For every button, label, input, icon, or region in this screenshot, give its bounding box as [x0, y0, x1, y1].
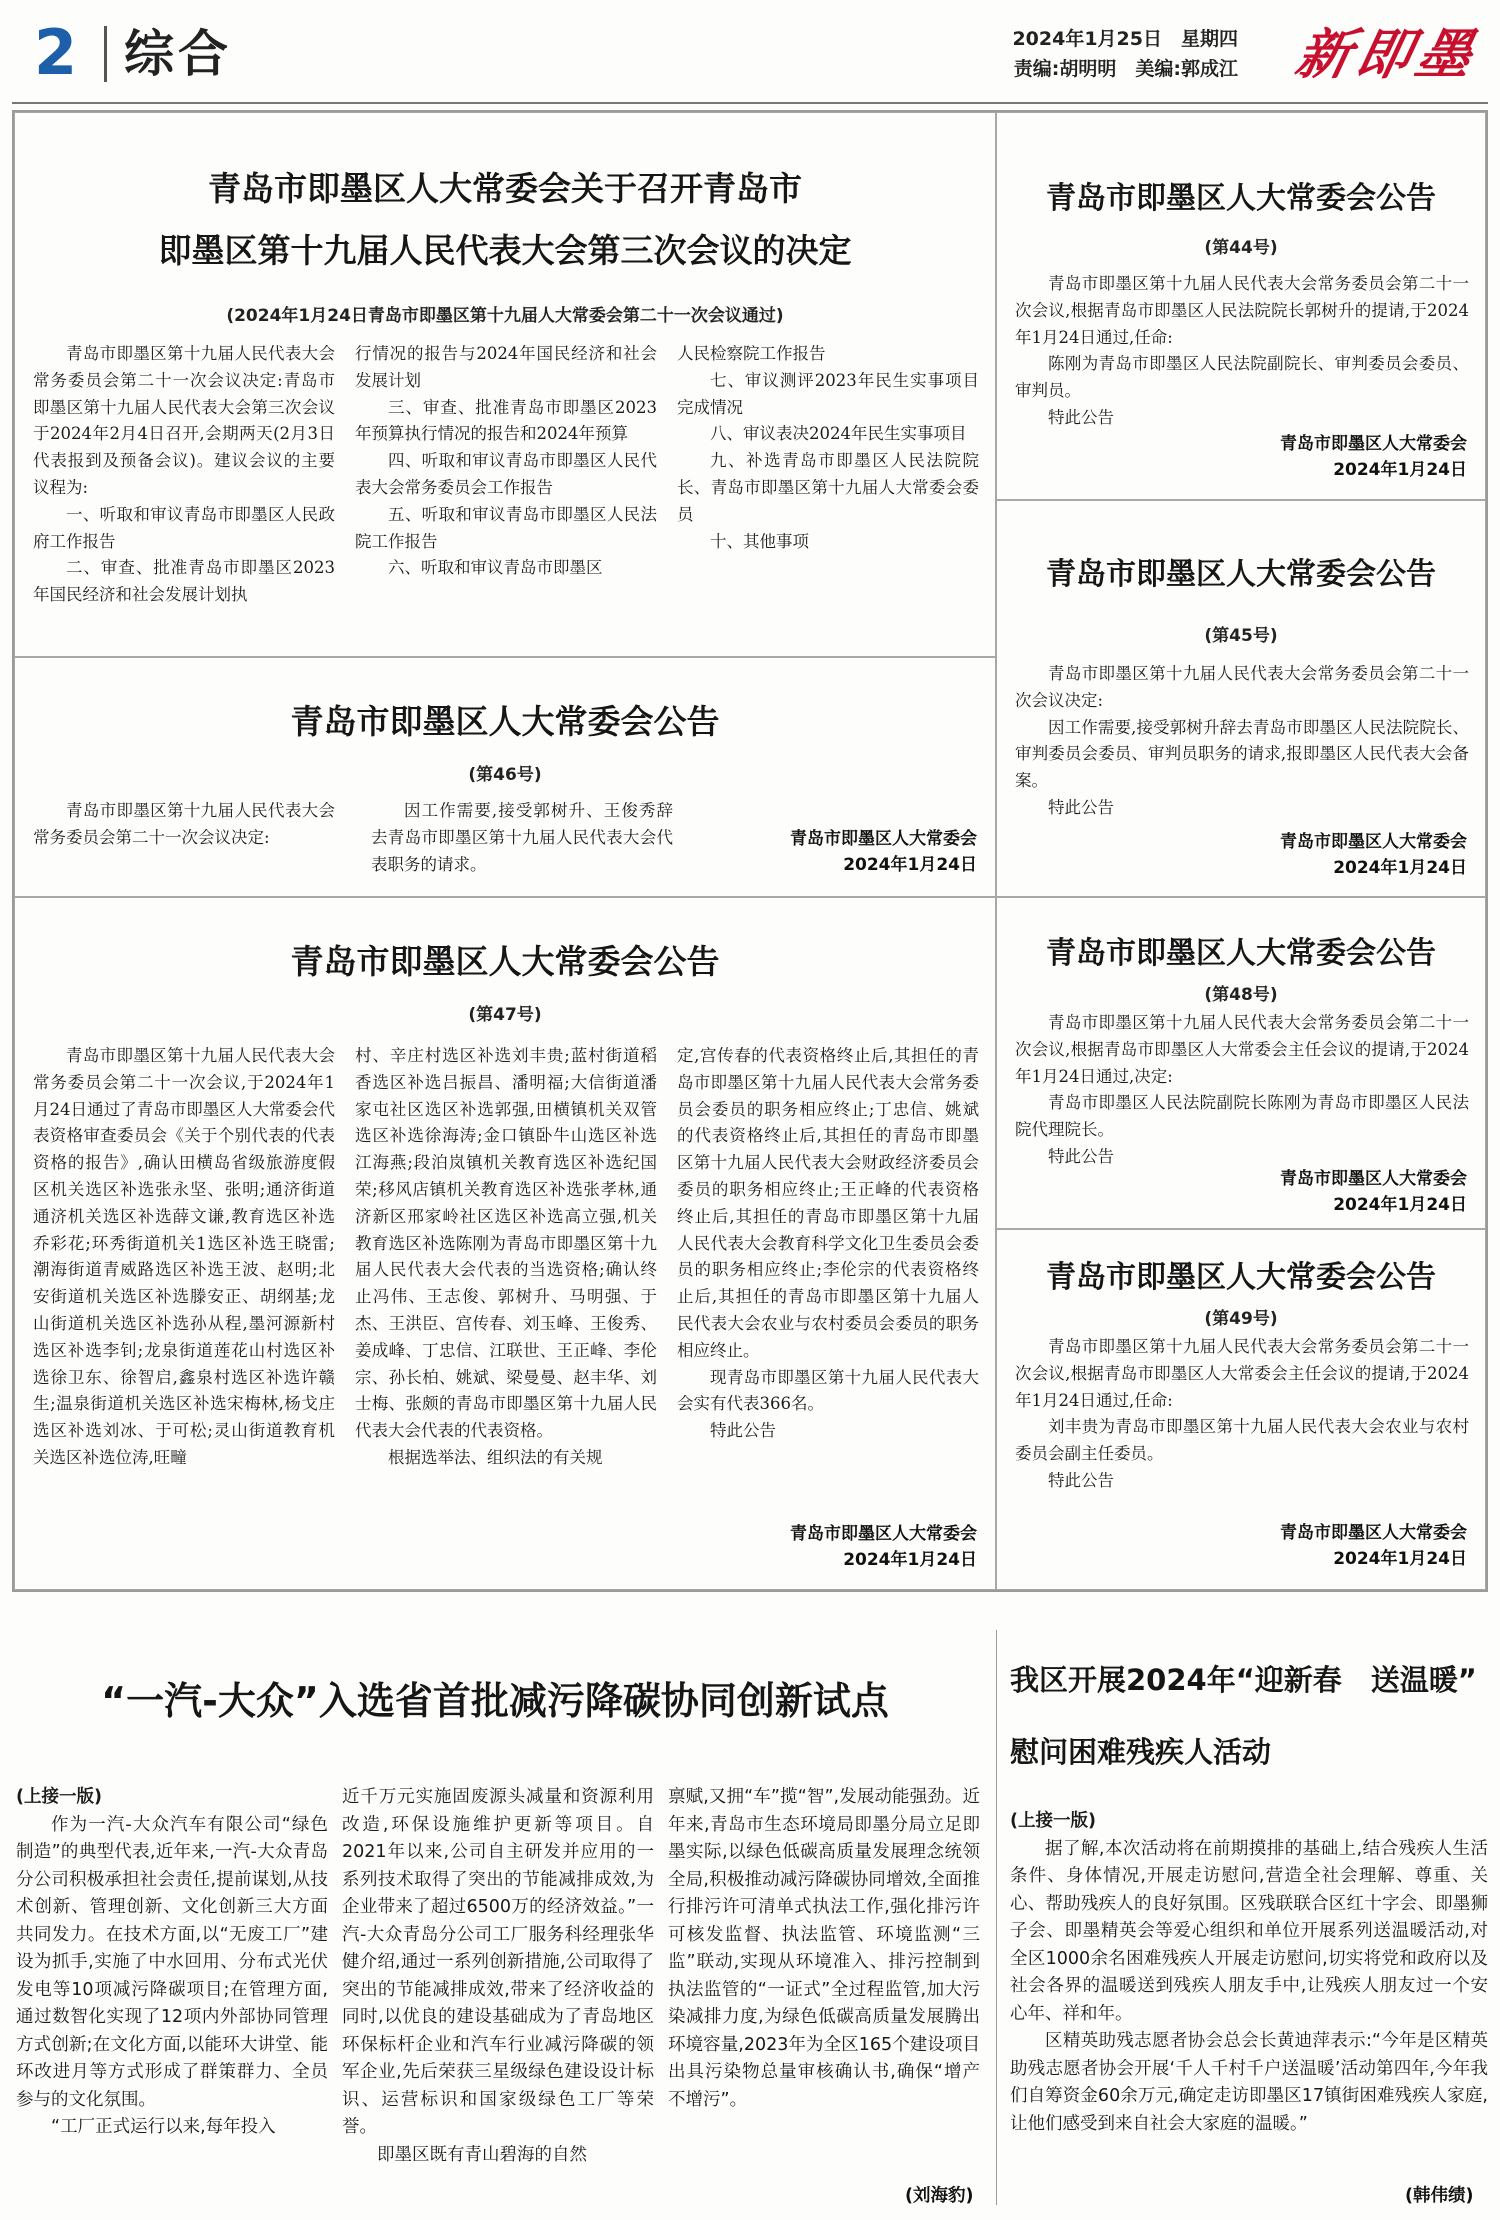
notice-46-title: 青岛市即墨区人大常委会公告	[290, 702, 720, 741]
article-2-lead: (上接一版)	[1010, 1811, 1096, 1831]
article-2-body	[1010, 1808, 1488, 2198]
notice-44-title: 青岛市即墨区人大常委会公告	[1046, 181, 1436, 216]
decision-paragraph: 十、其他事项	[710, 531, 809, 551]
editors-line: 责编:胡明明 美编:郭成江	[1013, 58, 1238, 80]
notice-47-sign-org: 青岛市即墨区人大常委会	[790, 1524, 977, 1544]
decision-title-line1: 青岛市即墨区人大常委会关于召开青岛市	[208, 169, 802, 208]
notice-49-paragraph: 特此公告	[1048, 1470, 1114, 1490]
decision-paragraph: 二、审查、批准青岛市即墨区2023年国民经济和社会发展计划执	[33, 558, 335, 605]
notice-44-sign-date: 2024年1月24日	[1333, 460, 1467, 480]
notice-46-number: (第46号)	[468, 765, 542, 785]
article-separator	[996, 1630, 997, 2205]
notice-46-box	[14, 657, 996, 897]
date-line: 2024年1月25日 星期四	[1012, 28, 1238, 50]
notice-44-number: (第44号)	[1204, 238, 1278, 258]
decision-paragraph: 四、听取和审议青岛市即墨区人民代表大会常务委员会工作报告	[355, 451, 657, 497]
decision-columns	[33, 341, 979, 651]
notice-45-number: (第45号)	[1204, 626, 1278, 646]
notice-47-number: (第47号)	[468, 1005, 542, 1025]
notice-48-sign-date: 2024年1月24日	[1333, 1195, 1467, 1215]
notice-44-paragraph: 青岛市即墨区第十九届人民代表大会常务委员会第二十一次会议,根据青岛市即墨区人民法院院长郭树升的提请,于2024年1月24日通过,任命:	[1015, 274, 1469, 347]
notice-49-title: 青岛市即墨区人大常委会公告	[1046, 1260, 1436, 1295]
article-1-paragraph: 即墨区既有青山碧海的自然	[377, 2144, 587, 2165]
notice-45-paragraph: 特此公告	[1048, 797, 1114, 817]
notice-47-paragraph: 定,宫传春的代表资格终止后,其担任的青岛市即墨区第十九届人民代表大会常务委员会委员的职务相应终止;丁忠信、姚斌的代表资格终止后,其担任的青岛市即墨区第十九届人民代表大会财政经济委员会委员的职务相应终止;王正峰的代表资格终止后,其担任的青岛市即墨区第十九届人民代表大会教育科学文化卫生委员会委员的职务相应终止;李伦宗的代表资格终止后,其担任的青岛市即墨区第十九届人民代表大会农业与农村委员会委员的职务相应终止。	[677, 1046, 979, 1360]
article-2-byline: (韩伟绩)	[1405, 2186, 1474, 2206]
notice-47-signature	[790, 1521, 977, 1573]
article-1-paragraph: “工厂正式运行以来,每年投入	[51, 2117, 276, 2137]
notice-46-sign-date: 2024年1月24日	[843, 855, 977, 875]
notice-48-paragraph: 青岛市即墨区第十九届人民代表大会常务委员会第二十一次会议,根据青岛市即墨区人大常委会主任会议的提请,于2024年1月24日通过,决定:	[1015, 1013, 1469, 1086]
notice-45-signature	[1280, 829, 1467, 881]
notice-49-sign-date: 2024年1月24日	[1333, 1549, 1467, 1569]
notice-44-paragraph: 特此公告	[1048, 407, 1114, 427]
decision-subtitle: (2024年1月24日青岛市即墨区第十九届人大常委会第二十一次会议通过)	[226, 306, 784, 326]
decision-paragraph: 九、补选青岛市即墨区人民法院院长、青岛市即墨区第十九届人大常委会委员	[677, 451, 979, 524]
notice-48-box	[996, 897, 1486, 1229]
notice-47-paragraph: 青岛市即墨区第十九届人民代表大会常务委员会第二十一次会议,于2024年1月24日通过了青岛市即墨区人大常委会代表资格审查委员会《关于个别代表的代表资格的报告》,确认田横岛省级旅游度假区机关选区补选张永坚、张明;通济街道通济机关选区补选薛文谦,教育选区补选乔彩花;环秀街道机关1选区补选王晓雷;潮海街道青威路选区补选王波、赵明;北安街道机关选区补选滕安正、胡纲基;龙山街道机关选区补选孙从程,墨河源新村选区补选李钊;龙泉街道莲花山村选区补选徐卫东、徐智启,鑫泉村选区补选许赣生;温泉街道机关选区补选宋梅林,杨戈庄选区补选刘冰、于可松;灵山街道教育机关选区补选位涛,旺疃	[33, 1046, 335, 1467]
notice-48-number: (第48号)	[1204, 985, 1278, 1005]
decision-paragraph: 六、听取和审议青岛市即墨区	[388, 558, 603, 578]
notice-48-sign-org: 青岛市即墨区人大常委会	[1280, 1169, 1467, 1189]
section-title: 综合	[124, 25, 232, 83]
notice-44-sign-org: 青岛市即墨区人大常委会	[1280, 434, 1467, 454]
masthead	[12, 8, 1488, 98]
decision-box	[14, 112, 996, 657]
article-1-byline: (刘海豹)	[905, 2186, 974, 2206]
notice-44-box	[996, 112, 1486, 500]
decision-paragraph: 三、审查、批准青岛市即墨区2023年预算执行情况的报告和2024年预算	[355, 397, 657, 444]
article-1-paragraph: 近千万元实施固废源头减量和资源利用改造,环保设施维护更新等项目。自2021年以来,公司自主研发并应用的一系列技术取得了突出的节能减排成效,为企业带来了超过6500万的经济效益。”一汽-大众青岛分公司工厂服务科经理张华健介绍,通过一系列创新措施,公司取得了突出的节能减排成效,带来了经济收益的同时,以优良的建设基础成为了青岛地区环保标杆企业和汽车行业减污降碳的领军企业,先后荣获三星级绿色建设设计标识、运营标识和国家级绿色工厂等荣誉。	[342, 1787, 654, 2137]
newspaper-logo: 新即墨	[1290, 22, 1485, 86]
notice-45-paragraph: 青岛市即墨区第十九届人民代表大会常务委员会第二十一次会议决定:	[1015, 664, 1469, 710]
notice-49-paragraph: 刘丰贵为青岛市即墨区第十九届人民代表大会农业与农村委员会副主任委员。	[1015, 1417, 1469, 1464]
article-2-paragraph: 据了解,本次活动将在前期摸排的基础上,结合残疾人生活条件、身体情况,开展走访慰问,营造全社会理解、尊重、关心、帮助残疾人的良好氛围。区残联联合区红十字会、即墨狮子会、即墨精英会等爱心组织和单位开展系列送温暖活动,对全区1000余名困难残疾人开展走访慰问,切实将党和政府以及社会各界的温暖送到残疾人朋友手中,让残疾人朋友过一个安心年、祥和年。	[1010, 1838, 1488, 2024]
article-1-paragraph: 禀赋,又拥“车”揽“智”,发展动能强劲。近年来,青岛市生态环境局即墨分局立足即墨实际,以绿色低碳高质量发展理念统领全局,积极推动减污降碳协同增效,全面推行排污许可清单式执法工作,强化排污许可核发监督、执法监管、环境监测“三监”联动,实现从环境准入、排污控制到执法监管的“一证式”全过程监管,加大污染减排力度,为绿色低碳高质量发展腾出环境容量,2023年为全区165个建设项目出具污染物总量审核确认书,确保“增产不增污”。	[668, 1787, 980, 2110]
article-2-paragraph: 区精英助残志愿者协会总会长黄迪萍表示:“今年是区精英助残志愿者协会开展‘千人千村千户送温暖’活动第四年,今年我们自筹资金60余万元,确定走访即墨区17镇街困难残疾人家庭,让他们感受到来自社会大家庭的温暖。”	[1010, 2031, 1488, 2134]
page-number: 2	[34, 16, 78, 89]
notice-45-title: 青岛市即墨区人大常委会公告	[1046, 557, 1436, 592]
notice-47-columns	[33, 1043, 979, 1583]
decision-paragraph: 青岛市即墨区第十九届人民代表大会常务委员会第二十一次会议决定:青岛市即墨区第十九届人民代表大会第三次会议于2024年2月4日召开,会期两天(2月3日代表报到及预备会议)。建议会议的主要议程为:	[33, 344, 335, 497]
decision-paragraph: 一、听取和审议青岛市即墨区人民政府工作报告	[33, 504, 335, 551]
notice-48-paragraph: 特此公告	[1048, 1146, 1114, 1166]
notice-46-paragraph: 因工作需要,接受郭树升、王俊秀辞去青岛市即墨区第十九届人民代表大会代表职务的请求。	[371, 801, 673, 874]
notice-47-col-2	[355, 1043, 657, 1583]
notice-49-sign-org: 青岛市即墨区人大常委会	[1280, 1523, 1467, 1543]
notice-48-body	[1015, 1010, 1469, 1170]
notice-44-paragraph: 陈刚为青岛市即墨区人民法院副院长、审判委员会委员、审判员。	[1015, 354, 1469, 401]
decision-paragraph: 人民检察院工作报告	[677, 344, 826, 363]
notice-46-columns	[33, 798, 673, 888]
notice-47-paragraph: 根据选举法、组织法的有关规	[388, 1447, 603, 1467]
notice-48-title: 青岛市即墨区人大常委会公告	[1046, 936, 1436, 971]
decision-title-line2: 即墨区第十九届人民代表大会第三次会议的决定	[158, 231, 852, 270]
notice-49-number: (第49号)	[1204, 1309, 1278, 1329]
article-1-lead: (上接一版)	[16, 1787, 102, 1807]
notice-44-body	[1015, 271, 1469, 431]
decision-col-3	[677, 341, 979, 651]
article-2-headline-line1: 我区开展2024年“迎新春 送温暖”	[1010, 1663, 1477, 1697]
decision-paragraph: 行情况的报告与2024年国民经济和社会发展计划	[355, 344, 657, 390]
article-2-headline-line2: 慰问困难残疾人活动	[1010, 1735, 1272, 1769]
article-1-col-3	[668, 1784, 980, 2164]
article-1-col-2	[342, 1784, 654, 2204]
article-1-col-1	[16, 1784, 328, 2204]
notice-46-col-2	[371, 798, 673, 888]
notice-47-title: 青岛市即墨区人大常委会公告	[290, 942, 720, 981]
decision-paragraph: 八、审议表决2024年民生实事项目	[710, 424, 967, 444]
notice-47-box	[14, 897, 996, 1590]
notice-47-paragraph: 现青岛市即墨区第十九届人民代表大会实有代表366名。	[677, 1367, 979, 1414]
notice-47-col-1	[33, 1043, 335, 1583]
notice-48-paragraph: 青岛市即墨区人民法院副院长陈刚为青岛市即墨区人民法院代理院长。	[1015, 1093, 1469, 1140]
notice-46-sign-org: 青岛市即墨区人大常委会	[790, 829, 977, 849]
notice-49-signature	[1280, 1520, 1467, 1572]
notice-47-sign-date: 2024年1月24日	[843, 1550, 977, 1570]
notice-46-col-1	[33, 798, 335, 888]
notice-47-paragraph: 特此公告	[710, 1421, 776, 1441]
notice-45-paragraph: 因工作需要,接受郭树升辞去青岛市即墨区人民法院院长、审判委员会委员、审判员职务的请求,报即墨区人民代表大会备案。	[1015, 717, 1469, 791]
masthead-divider	[104, 26, 107, 82]
notice-46-signature	[790, 826, 977, 878]
notice-49-body	[1015, 1334, 1469, 1499]
notice-46-paragraph: 青岛市即墨区第十九届人民代表大会常务委员会第二十一次会议决定:	[33, 801, 335, 847]
article-1-headline: “一汽-大众”入选省首批减污降碳协同创新试点	[101, 1679, 889, 1723]
notice-45-sign-org: 青岛市即墨区人大常委会	[1280, 832, 1467, 852]
notice-47-paragraph: 村、辛庄村选区补选刘丰贵;蓝村街道稻香选区补选吕振昌、潘明福;大信街道潘家屯社区选区补选郭强,田横镇机关双管选区补选徐海涛;金口镇卧牛山选区补选江海燕;段泊岚镇机关教育选区补选纪国荣;移风店镇机关教育选区补选张孝林,通济新区邢家岭社区选区补选高立强,机关教育选区补选陈刚为青岛市即墨区第十九届人民代表大会代表的当选资格;确认终止冯伟、王志俊、郭树升、马明强、于杰、王洪臣、宫传春、刘玉峰、王俊秀、姜成峰、丁忠信、江联世、王正峰、李伦宗、孙长柏、姚斌、梁曼曼、赵丰华、刘士梅、张颇的青岛市即墨区第十九届人民代表大会代表的代表资格。	[355, 1046, 657, 1441]
notice-frame	[12, 110, 1488, 1592]
decision-paragraph: 五、听取和审议青岛市即墨区人民法院工作报告	[355, 504, 657, 551]
notice-49-paragraph: 青岛市即墨区第十九届人民代表大会常务委员会第二十一次会议,根据青岛市即墨区人大常委会主任会议的提请,于2024年1月24日通过,任命:	[1015, 1337, 1469, 1410]
notice-45-sign-date: 2024年1月24日	[1333, 858, 1467, 878]
notice-48-signature	[1280, 1166, 1467, 1218]
masthead-rule	[12, 102, 1488, 104]
notice-44-signature	[1280, 431, 1467, 483]
decision-col-2	[355, 341, 657, 651]
notice-49-box	[996, 1229, 1486, 1590]
decision-col-1	[33, 341, 335, 651]
notice-47-col-3	[677, 1043, 979, 1583]
notice-45-box	[996, 500, 1486, 897]
notice-45-body	[1015, 661, 1469, 826]
decision-paragraph: 七、审议测评2023年民生实事项目完成情况	[677, 370, 979, 417]
article-1-paragraph: 作为一汽-大众汽车有限公司“绿色制造”的典型代表,近年来,一汽-大众青岛分公司积极承担社会责任,提前谋划,从技术创新、管理创新、文化创新三大方面共同发力。在技术方面,以“无废工厂”建设为抓手,实施了中水回用、分布式光伏发电等10项减污降碳项目;在管理方面,通过数智化实现了12项内外部协同管理方式创新;在文化方面,以能环大讲堂、能环改进月等方式形成了群策群力、全员参与的文化氛围。	[16, 1814, 328, 2110]
